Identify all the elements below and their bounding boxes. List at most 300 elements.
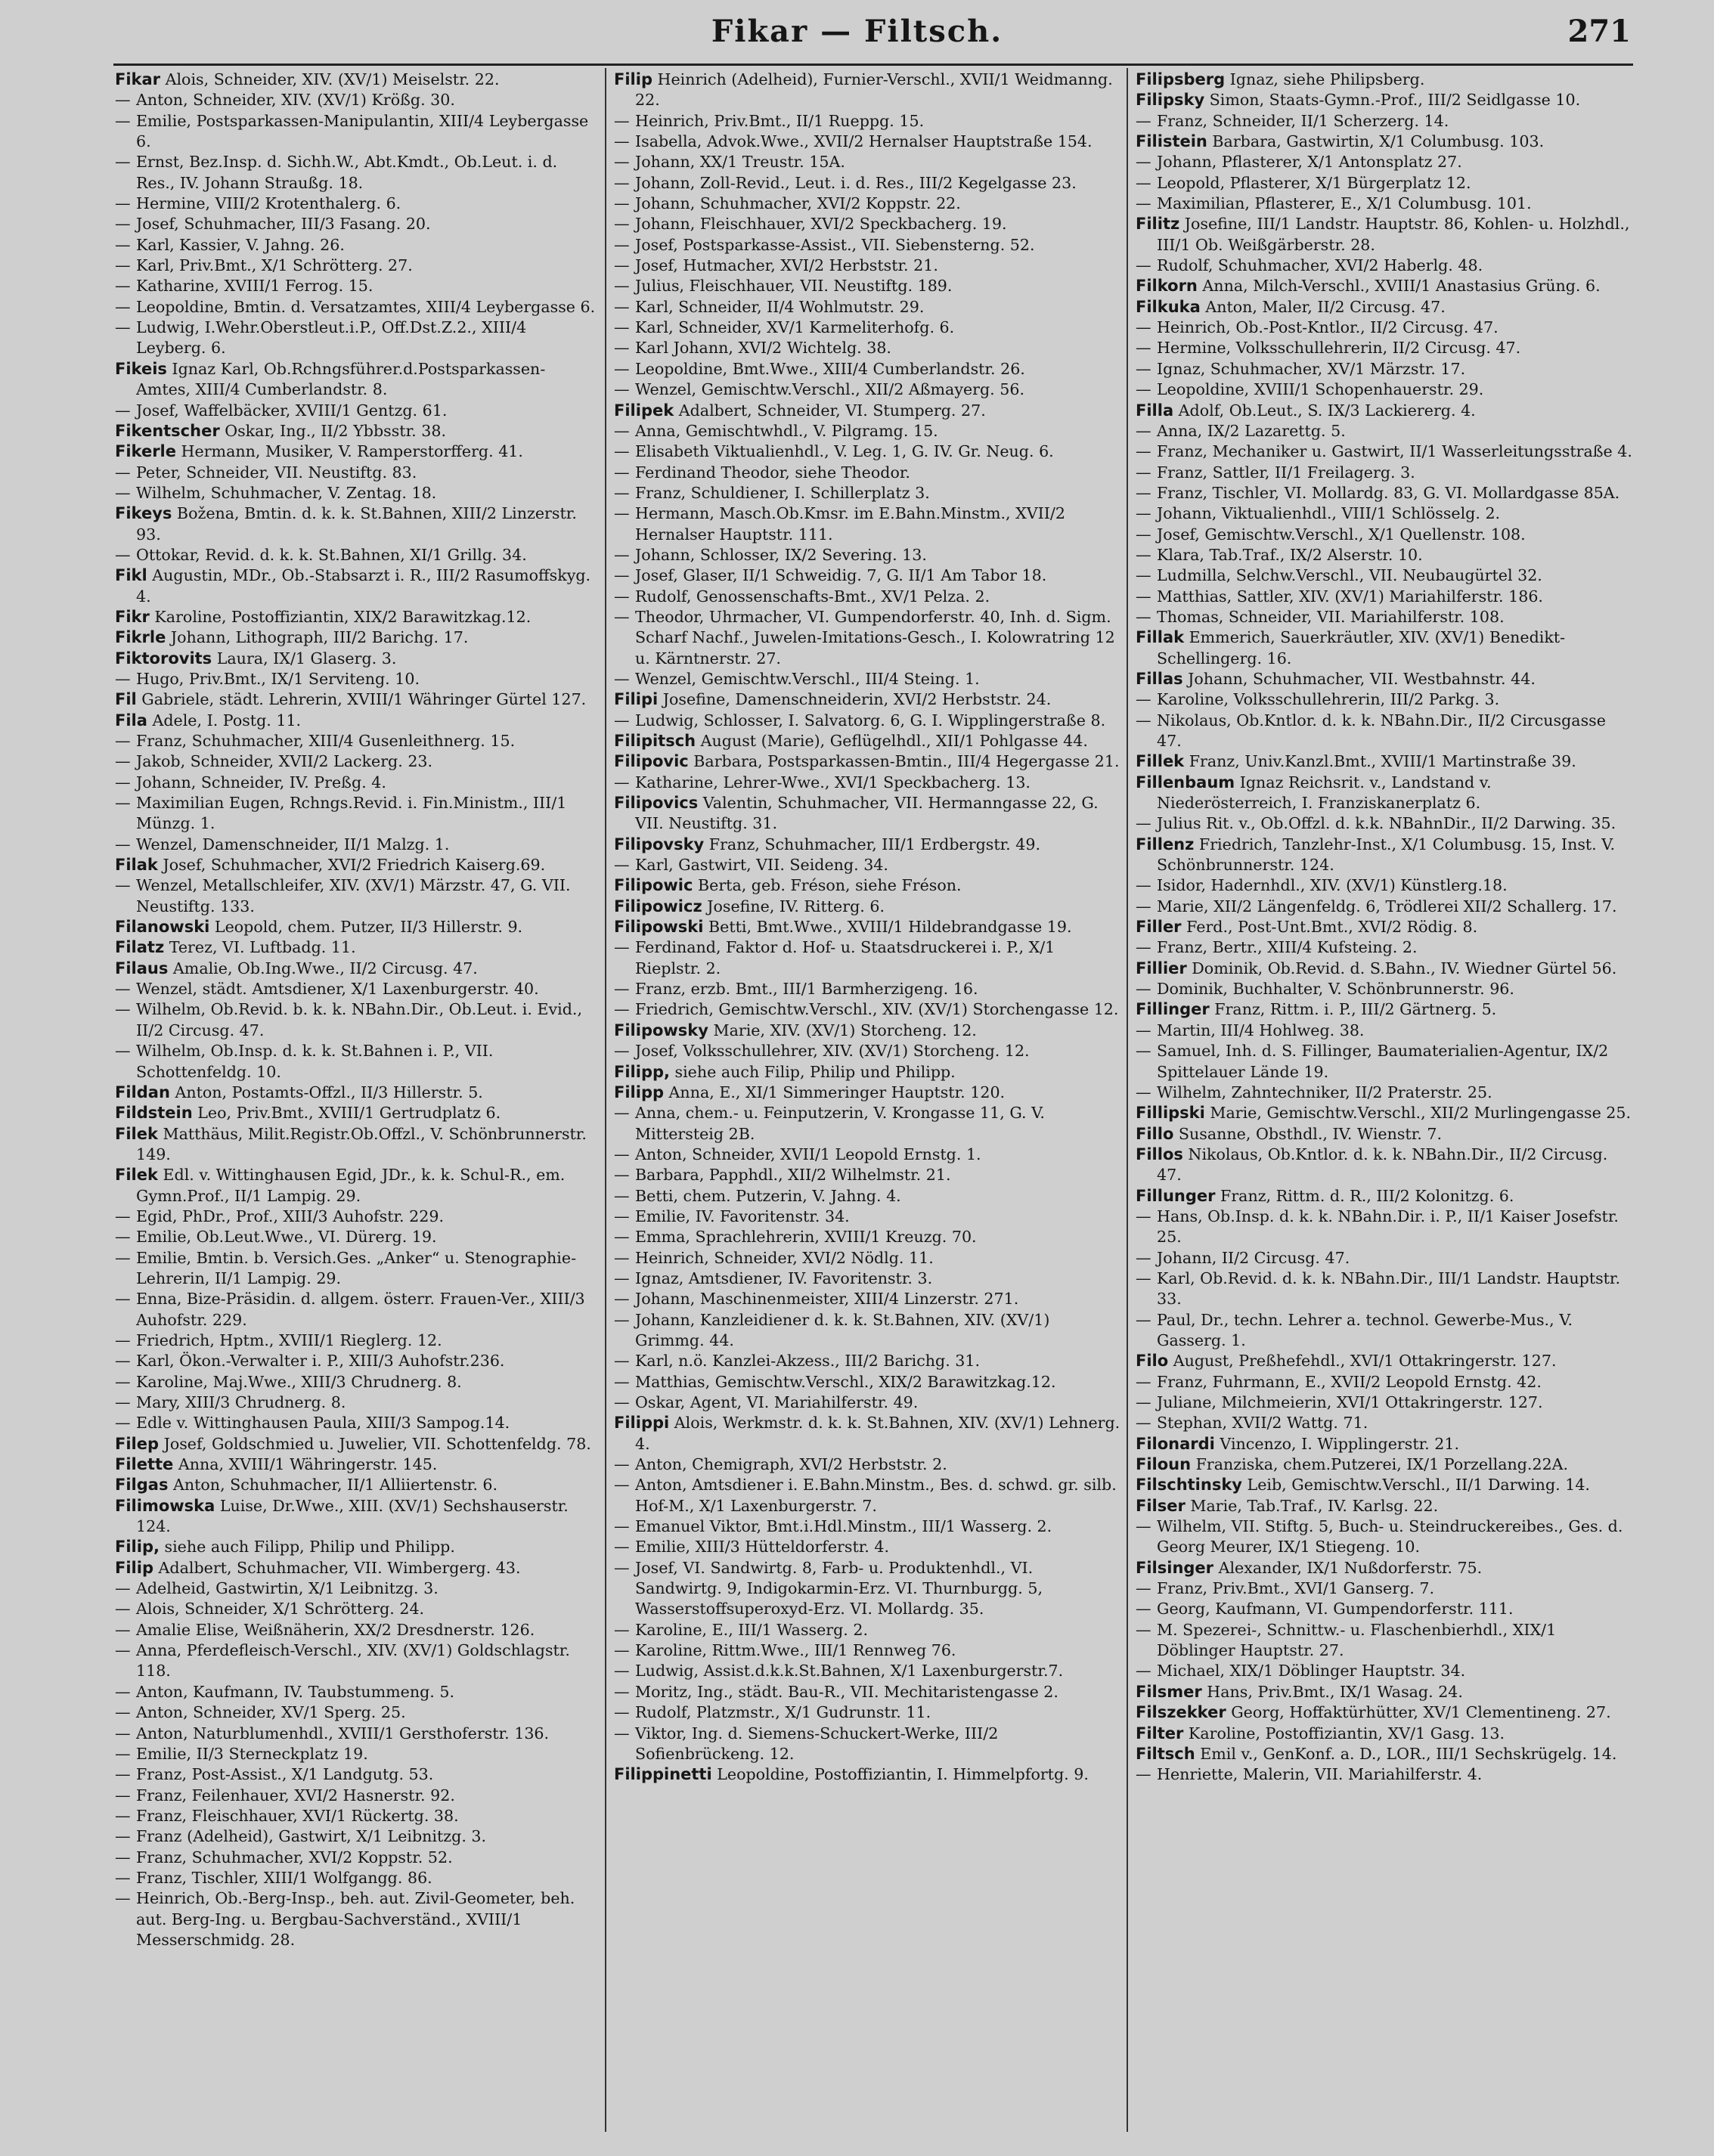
directory-entry	[115, 1454, 599, 1475]
directory-entry	[1136, 1764, 1635, 1785]
entry-surname: Filatz	[115, 938, 165, 957]
entry-text: Amalie, Ob.Ing.Wwe., II/2 Circusg. 47.	[168, 959, 478, 977]
ditto-dash: —	[115, 1372, 131, 1391]
header-rule	[113, 64, 1633, 66]
entry-text: Josef, VI. Sandwirtg. 8, Farb- u. Produktenhdl., VI. Sandwirtg. 9, Indigokarmin-Erz. VI. Thurnburgg. 5, Wasserstoffsuperoxyd-Erz. VI. Mollardg. 35.	[635, 1558, 1043, 1619]
entry-text: Emanuel Viktor, Bmt.i.Hdl.Minstm., III/1 Wasserg. 2.	[635, 1517, 1052, 1536]
entry-text: Franz (Adelheid), Gastwirt, X/1 Leibnitzg. 3.	[136, 1827, 487, 1846]
ditto-dash: —	[115, 111, 131, 130]
directory-entry	[614, 565, 1120, 586]
entry-text: Barbara, Postsparkassen-Bmtin., III/4 Hegergasse 21.	[688, 752, 1120, 771]
entry-surname: Filsinger	[1136, 1558, 1214, 1577]
ditto-dash: —	[614, 380, 630, 399]
entry-text: Oskar, Agent, VI. Mariahilferstr. 49.	[635, 1393, 919, 1411]
directory-entry	[115, 1537, 599, 1557]
directory-entry	[1136, 503, 1635, 524]
entry-text: Hermine, Volksschullehrerin, II/2 Circusg. 47.	[1157, 339, 1521, 358]
entry-text: Wilhelm, VII. Stiftg. 5, Buch- u. Steindruckereibes., Ges. d. Georg Meurer, IX/1 Stiegeng. 10.	[1157, 1517, 1623, 1557]
entry-text: Franz, Bertr., XIII/4 Kufsteing. 2.	[1157, 938, 1418, 957]
entry-text: Leopoldine, Bmtin. d. Versatzamtes, XIII/4 Leybergasse 6.	[136, 297, 596, 316]
directory-entry	[1136, 297, 1635, 318]
ditto-dash: —	[1136, 1042, 1151, 1061]
entry-text: Franz, Univ.Kanzl.Bmt., XVIII/1 Martinstraße 39.	[1184, 752, 1576, 771]
entry-surname: Fillier	[1136, 959, 1187, 977]
directory-entry	[115, 607, 599, 627]
entry-text: Karoline, Postoffiziantin, XV/1 Gasg. 13.	[1183, 1724, 1505, 1742]
entry-text: Franz, Tischler, VI. Mollardg. 83, G. VI. Mollardgasse 85A.	[1157, 483, 1620, 502]
entry-text: Franz, Schuldiener, I. Schillerplatz 3.	[635, 483, 930, 502]
directory-entry	[1136, 813, 1635, 834]
directory-entry	[614, 1269, 1120, 1289]
directory-entry	[614, 1661, 1120, 1681]
entry-surname: Filanowski	[115, 918, 210, 937]
entry-text: Anton, Amtsdiener i. E.Bahn.Minstm., Bes. d. schwd. gr. silb. Hof-M., X/1 Laxenburgerstr. 7.	[635, 1476, 1117, 1515]
entry-text: Anton, Schuhmacher, II/1 Alliiertenstr. 6.	[168, 1476, 498, 1495]
entry-text: Hermann, Musiker, V. Ramperstorfferg. 41.	[176, 442, 523, 461]
directory-entry	[1136, 1475, 1635, 1495]
ditto-dash: —	[1136, 566, 1151, 585]
ditto-dash: —	[614, 1310, 630, 1329]
directory-entry	[1136, 1041, 1635, 1083]
directory-entry	[115, 545, 599, 565]
entry-text: Marie, XII/2 Längenfeldg. 6, Trödlerei XII/2 Schallerg. 17.	[1157, 897, 1617, 915]
ditto-dash: —	[1136, 153, 1151, 172]
entry-text: Anton, Maler, II/2 Circusg. 47.	[1200, 297, 1446, 316]
entry-text: Ignaz Karl, Ob.Rchngsführer.d.Postsparkassen-Amtes, XIII/4 Cumberlandstr. 8.	[136, 359, 546, 399]
entry-text: Karl, Priv.Bmt., X/1 Schrötterg. 27.	[136, 256, 413, 275]
entry-surname: Filsmer	[1136, 1682, 1202, 1701]
directory-entry	[1136, 1186, 1635, 1207]
ditto-dash: —	[115, 318, 131, 337]
entry-text: Franziska, chem.Putzerei, IX/1 Porzellang.22A.	[1191, 1455, 1569, 1474]
directory-entry	[115, 90, 599, 110]
entry-text: Franz, Fuhrmann, E., XVII/2 Leopold Ernstg. 42.	[1157, 1372, 1542, 1391]
entry-text: Luise, Dr.Wwe., XIII. (XV/1) Sechshauserstr. 124.	[136, 1496, 569, 1536]
entry-text: Viktor, Ing. d. Siemens-Schuckert-Werke, III/2 Sofienbrückeng. 12.	[635, 1724, 999, 1763]
entry-text: Alois, Werkmstr. d. k. k. St.Bahnen, XIV. (XV/1) Lehnerg. 4.	[635, 1414, 1120, 1453]
entry-text: Enna, Bize-Präsidin. d. allgem. österr. Frauen-Ver., XIII/3 Auhofstr. 229.	[136, 1290, 585, 1329]
directory-entry	[1136, 256, 1635, 276]
entry-surname: Filipovsky	[614, 835, 705, 853]
entry-text: Matthias, Gemischtw.Verschl., XIX/2 Barawitzkag.12.	[635, 1372, 1056, 1391]
directory-entry	[1136, 1124, 1635, 1145]
ditto-dash: —	[1136, 545, 1151, 564]
entry-text: Heinrich, Ob.-Berg-Insp., beh. aut. Zivil-Geometer, beh. aut. Berg-Ing. u. Bergbau-Sachverständ., XVIII/1 Messerschmidg. 28.	[136, 1889, 575, 1949]
entry-surname: Fikentscher	[115, 421, 220, 440]
ditto-dash: —	[1136, 256, 1151, 275]
ditto-dash: —	[614, 1682, 630, 1701]
entry-text: Franz, Post-Assist., X/1 Landgutg. 53.	[136, 1765, 434, 1784]
entry-surname: Filser	[1136, 1496, 1186, 1515]
entry-text: Franz, Feilenhauer, XVI/2 Hasnerstr. 92.	[136, 1786, 455, 1804]
directory-entry	[614, 979, 1120, 999]
directory-entry	[614, 1764, 1120, 1785]
entry-text: Adalbert, Schneider, VI. Stumperg. 27.	[674, 401, 986, 420]
directory-entry	[614, 1021, 1120, 1041]
directory-entry	[614, 1702, 1120, 1723]
entry-text: Anna, Gemischtwhdl., V. Pilgramg. 15.	[635, 421, 938, 440]
directory-entry	[614, 1516, 1120, 1537]
directory-entry	[1136, 318, 1635, 338]
directory-entry	[115, 214, 599, 234]
directory-entry	[614, 1248, 1120, 1269]
entry-text: Hermine, VIII/2 Krotenthalerg. 6.	[136, 194, 401, 213]
entry-surname: Filo	[1136, 1352, 1169, 1371]
ditto-dash: —	[115, 876, 131, 895]
directory-entry	[115, 1330, 599, 1351]
entry-text: Edl. v. Wittinghausen Egid, JDr., k. k. Schul-R., em. Gymn.Prof., II/1 Lampig. 29.	[136, 1166, 566, 1205]
directory-entry	[614, 1186, 1120, 1207]
entry-text: siehe auch Filipp, Philip und Philipp.	[159, 1538, 455, 1557]
ditto-dash: —	[614, 504, 630, 523]
entry-text: Leopold, chem. Putzer, II/3 Hillerstr. 9.	[209, 918, 523, 937]
directory-entry	[614, 751, 1120, 772]
entry-text: Mary, XIII/3 Chrudnerg. 8.	[136, 1393, 346, 1411]
ditto-dash: —	[614, 1455, 630, 1474]
directory-entry	[614, 607, 1120, 669]
directory-entry	[614, 1351, 1120, 1371]
ditto-dash: —	[614, 132, 630, 151]
entry-text: Johann, Kanzleidiener d. k. k. St.Bahnen, XIV. (XV/1) Grimmg. 44.	[635, 1310, 1050, 1349]
entry-text: Ernst, Bez.Insp. d. Sichh.W., Abt.Kmdt., Ob.Leut. i. d. Res., IV. Johann Straußg. 18.	[136, 153, 558, 192]
ditto-dash: —	[614, 277, 630, 296]
ditto-dash: —	[614, 545, 630, 564]
directory-entry	[614, 773, 1120, 793]
ditto-dash: —	[115, 1786, 131, 1804]
directory-entry	[614, 421, 1120, 441]
entry-surname: Filek	[115, 1124, 158, 1143]
directory-entry	[614, 1103, 1120, 1145]
ditto-dash: —	[115, 297, 131, 316]
entry-text: Adalbert, Schuhmacher, VII. Wimbergerg. 43.	[153, 1558, 521, 1577]
directory-entry	[115, 1083, 599, 1103]
directory-entry	[614, 463, 1120, 483]
entry-text: Johann, Schuhmacher, VII. Westbahnstr. 44.	[1182, 669, 1536, 688]
ditto-dash: —	[614, 587, 630, 606]
entry-text: Ludmilla, Selchw.Verschl., VII. Neubaugürtel 32.	[1157, 566, 1542, 585]
directory-entry	[115, 483, 599, 503]
entry-text: Adele, I. Postg. 11.	[147, 711, 302, 730]
ditto-dash: —	[614, 1352, 630, 1371]
entry-surname: Filimowska	[115, 1496, 215, 1515]
ditto-dash: —	[115, 1806, 131, 1825]
entry-text: Moritz, Ing., städt. Bau-R., VII. Mechitaristengasse 2.	[635, 1682, 1058, 1701]
entry-text: Franz, erzb. Bmt., III/1 Barmherzigeng. 16.	[635, 980, 978, 999]
ditto-dash: —	[614, 1620, 630, 1639]
entry-text: Johann, Viktualienhdl., VIII/1 Schlösselg. 2.	[1157, 504, 1501, 523]
directory-entry	[1136, 835, 1635, 876]
ditto-dash: —	[1136, 504, 1151, 523]
ditto-dash: —	[614, 1558, 630, 1577]
entry-surname: Filep	[115, 1434, 160, 1453]
entry-text: Valentin, Schuhmacher, VII. Hermanngasse 22, G. VII. Neustiftg. 31.	[635, 794, 1099, 833]
directory-entry	[115, 152, 599, 194]
entry-surname: Fiktorovits	[115, 649, 212, 668]
directory-entry	[115, 1434, 599, 1454]
entry-text: Karl, Kassier, V. Jahng. 26.	[136, 235, 345, 254]
directory-entry	[115, 1413, 599, 1433]
entry-text: Anton, Chemigraph, XVI/2 Herbststr. 2.	[635, 1455, 947, 1474]
entry-text: Wenzel, Metallschleifer, XIV. (XV/1) Märzstr. 47, G. VII. Neustiftg. 133.	[136, 876, 571, 915]
ditto-dash: —	[115, 256, 131, 275]
entry-text: Anton, Schneider, XVII/1 Leopold Ernstg. 1.	[635, 1145, 981, 1163]
entry-text: Dominik, Ob.Revid. d. S.Bahn., IV. Wiedner Gürtel 56.	[1186, 959, 1617, 977]
entry-text: Emilie, XIII/3 Hütteldorferstr. 4.	[635, 1538, 890, 1557]
ditto-dash: —	[614, 1042, 630, 1061]
entry-text: Friedrich, Hptm., XVIII/1 Rieglerg. 12.	[136, 1330, 442, 1349]
entry-text: Wenzel, städt. Amtsdiener, X/1 Laxenburgerstr. 40.	[136, 980, 539, 999]
directory-entry	[1136, 359, 1635, 379]
ditto-dash: —	[614, 111, 630, 130]
entry-text: Hans, Priv.Bmt., IX/1 Wasag. 24.	[1201, 1682, 1463, 1701]
entry-text: Johann, Pflasterer, X/1 Antonsplatz 27.	[1157, 153, 1462, 172]
ditto-dash: —	[115, 153, 131, 172]
entry-surname: Filipovic	[614, 752, 689, 771]
entry-text: Ignaz Reichsrit. v., Landstand v. Niederösterreich, I. Franziskanerplatz 6.	[1157, 773, 1492, 813]
directory-entry	[614, 1207, 1120, 1227]
directory-entry	[115, 1041, 599, 1083]
entry-text: Božena, Bmtin. d. k. k. St.Bahnen, XIII/2 Linzerstr. 93.	[136, 504, 577, 544]
entry-text: Josef, Gemischtw.Verschl., X/1 Quellenstr. 108.	[1157, 525, 1526, 544]
entry-text: Emilie, IV. Favoritenstr. 34.	[635, 1207, 850, 1225]
entry-text: Leopoldine, XVIII/1 Schopenhauerstr. 29.	[1157, 380, 1484, 399]
entry-surname: Filschtinsky	[1136, 1476, 1242, 1495]
ditto-dash: —	[115, 1868, 131, 1887]
entry-text: Leib, Gemischtw.Verschl., II/1 Darwing. 14.	[1241, 1476, 1590, 1495]
page-title: Fikar — Filtsch.	[711, 14, 1003, 49]
entry-text: Isidor, Hadernhdl., XIV. (XV/1) Künstlerg.18.	[1157, 876, 1508, 895]
entry-text: Karl Johann, XVI/2 Wichtelg. 38.	[635, 339, 891, 358]
entry-surname: Fillek	[1136, 752, 1185, 771]
entry-text: Johann, XX/1 Treustr. 15A.	[635, 153, 845, 172]
ditto-dash: —	[1136, 938, 1151, 957]
entry-text: Josef, Schuhmacher, III/3 Fasang. 20.	[136, 215, 431, 234]
entry-text: August (Marie), Geflügelhdl., XII/1 Pohlgasse 44.	[696, 732, 1088, 750]
directory-entry	[614, 297, 1120, 318]
entry-text: Emilie, II/3 Sterneckplatz 19.	[136, 1744, 368, 1763]
directory-entry	[1136, 959, 1635, 979]
directory-entry	[614, 835, 1120, 855]
ditto-dash: —	[115, 463, 131, 482]
ditto-dash: —	[115, 1600, 131, 1619]
ditto-dash: —	[1136, 173, 1151, 192]
directory-entry	[115, 855, 599, 875]
entry-text: Friedrich, Tanzlehr-Inst., X/1 Columbusg. 15, Inst. V. Schönbrunnerstr. 124.	[1157, 835, 1616, 875]
directory-entry	[115, 1640, 599, 1682]
entry-surname: Filgas	[115, 1476, 169, 1495]
entry-text: Katharine, XVIII/1 Ferrog. 15.	[136, 277, 373, 296]
entry-text: Anton, Kaufmann, IV. Taubstummeng. 5.	[136, 1682, 455, 1701]
entry-surname: Filip	[614, 70, 652, 88]
directory-entry	[1136, 1083, 1635, 1103]
directory-entry	[1136, 1682, 1635, 1702]
entry-surname: Fillak	[1136, 628, 1185, 647]
ditto-dash: —	[115, 1248, 131, 1267]
directory-entry	[115, 401, 599, 421]
directory-entry	[1136, 937, 1635, 958]
entry-text: Maximilian, Pflasterer, E., X/1 Columbusg. 101.	[1157, 194, 1532, 213]
ditto-dash: —	[115, 1393, 131, 1411]
entry-text: Martin, III/4 Hohlweg. 38.	[1157, 1021, 1365, 1039]
ditto-dash: —	[614, 421, 630, 440]
ditto-dash: —	[614, 1290, 630, 1309]
entry-surname: Filler	[1136, 918, 1182, 937]
entry-text: Anna, Milch-Verschl., XVIII/1 Anastasius Grüng. 6.	[1197, 277, 1601, 296]
ditto-dash: —	[1136, 1269, 1151, 1287]
directory-entry	[614, 173, 1120, 194]
directory-entry	[614, 875, 1120, 896]
directory-entry	[115, 999, 599, 1041]
directory-entry	[115, 1848, 599, 1868]
directory-entry	[614, 1145, 1120, 1165]
directory-entry	[115, 1620, 599, 1640]
entry-surname: Fikeys	[115, 504, 172, 523]
ditto-dash: —	[614, 1703, 630, 1722]
directory-entry	[614, 1475, 1120, 1516]
entry-surname: Filippi	[614, 1414, 670, 1433]
directory-entry	[614, 1724, 1120, 1765]
entry-text: Ignaz, siehe Philipsberg.	[1225, 70, 1425, 88]
entry-text: Josef, Waffelbäcker, XVIII/1 Gentzg. 61.	[136, 401, 448, 420]
directory-entry	[614, 379, 1120, 400]
entry-text: Ludwig, I.Wehr.Oberstleut.i.P., Off.Dst.Z.2., XIII/4 Leyberg. 6.	[136, 318, 527, 358]
ditto-dash: —	[1136, 1662, 1151, 1681]
directory-entry	[115, 1124, 599, 1166]
ditto-dash: —	[115, 215, 131, 234]
directory-entry	[1136, 1207, 1635, 1248]
directory-entry	[115, 1475, 599, 1495]
entry-text: Peter, Schneider, VII. Neustiftg. 83.	[136, 463, 417, 482]
directory-entry	[1136, 379, 1635, 400]
directory-entry	[1136, 689, 1635, 710]
entry-surname: Filipovics	[614, 794, 699, 813]
entry-surname: Filipi	[614, 690, 659, 709]
entry-surname: Filipp,	[614, 1062, 670, 1081]
entry-text: Nikolaus, Ob.Kntlor. d. k. k. NBahn.Dir., II/2 Circusgasse 47.	[1157, 711, 1606, 750]
ditto-dash: —	[614, 442, 630, 461]
directory-entry	[1136, 1496, 1635, 1516]
entry-text: Rudolf, Genossenschafts-Bmt., XV/1 Pelza. 2.	[635, 587, 990, 606]
directory-entry	[1136, 441, 1635, 462]
entry-surname: Fillinger	[1136, 1000, 1210, 1019]
ditto-dash: —	[115, 1703, 131, 1722]
entry-text: Anna, Pferdefleisch-Verschl., XIV. (XV/1) Goldschlagstr. 118.	[136, 1641, 570, 1681]
directory-entry	[115, 1248, 599, 1290]
directory-entry	[614, 214, 1120, 234]
entry-surname: Filek	[115, 1166, 158, 1185]
entry-text: Leo, Priv.Bmt., XVIII/1 Gertrudplatz 6.	[192, 1104, 501, 1123]
entry-text: Ferdinand Theodor, siehe Theodor.	[635, 463, 910, 482]
entry-text: Ferdinand, Faktor d. Hof- u. Staatsdruckerei i. P., X/1 Rieplstr. 2.	[635, 938, 1055, 977]
directory-entry	[115, 235, 599, 256]
directory-entry	[115, 793, 599, 835]
directory-entry	[614, 711, 1120, 731]
directory-entry	[614, 1640, 1120, 1661]
directory-entry	[614, 503, 1120, 545]
directory-entry	[115, 1392, 599, 1413]
entry-text: Josefine, III/1 Landstr. Hauptstr. 86, Kohlen- u. Holzhdl., III/1 Ob. Weißgärberstr. 28.	[1157, 215, 1630, 254]
ditto-dash: —	[1136, 607, 1151, 626]
directory-entry	[614, 917, 1120, 937]
entry-text: Terez, VI. Luftbadg. 11.	[164, 938, 356, 957]
directory-entry	[1136, 483, 1635, 503]
directory-entry	[115, 1724, 599, 1744]
ditto-dash: —	[614, 297, 630, 316]
directory-entry	[1136, 1599, 1635, 1619]
entry-text: Nikolaus, Ob.Kntlor. d. k. k. NBahn.Dir., II/2 Circusg. 47.	[1157, 1145, 1608, 1185]
entry-text: Ignaz, Amtsdiener, IV. Favoritenstr. 3.	[635, 1269, 933, 1287]
entry-text: Leopold, Pflasterer, X/1 Bürgerplatz 12.	[1157, 173, 1471, 192]
ditto-dash: —	[614, 1104, 630, 1123]
entry-surname: Fila	[115, 711, 147, 730]
entry-text: Barbara, Papphdl., XII/2 Wilhelmstr. 21.	[635, 1166, 951, 1185]
entry-text: Anna, chem.- u. Feinputzerin, V. Krongasse 11, G. V. Mittersteig 2B.	[635, 1104, 1045, 1143]
entry-text: Hugo, Priv.Bmt., IX/1 Serviteng. 10.	[136, 669, 420, 688]
ditto-dash: —	[614, 1166, 630, 1185]
directory-entry	[614, 1062, 1120, 1083]
directory-entry	[1136, 545, 1635, 565]
ditto-dash: —	[614, 1145, 630, 1163]
entry-text: Maximilian Eugen, Rchngs.Revid. i. Fin.Ministm., III/1 Münzg. 1.	[136, 794, 567, 833]
directory-entry	[1136, 1145, 1635, 1186]
entry-text: Karl, Schneider, II/4 Wohlmutstr. 29.	[635, 297, 925, 316]
ditto-dash: —	[614, 1393, 630, 1411]
directory-entry	[614, 1289, 1120, 1309]
entry-text: Leopoldine, Postoffiziantin, I. Himmelpfortg. 9.	[711, 1765, 1089, 1784]
entry-text: Leopoldine, Bmt.Wwe., XIII/4 Cumberlandstr. 26.	[635, 359, 1025, 378]
entry-surname: Filipowicz	[614, 897, 702, 915]
directory-entry	[614, 70, 1120, 111]
ditto-dash: —	[614, 1000, 630, 1019]
ditto-dash: —	[1136, 111, 1151, 130]
entry-text: Karoline, E., III/1 Wasserg. 2.	[635, 1620, 869, 1639]
directory-entry	[1136, 1744, 1635, 1764]
column-divider	[605, 68, 606, 2132]
entry-text: Hans, Ob.Insp. d. k. k. NBahn.Dir. i. P., II/1 Kaiser Josefstr. 25.	[1157, 1207, 1619, 1247]
directory-entry	[115, 979, 599, 999]
directory-entry	[614, 1083, 1120, 1103]
entry-surname: Filette	[115, 1455, 174, 1474]
directory-entry	[115, 318, 599, 359]
ditto-dash: —	[115, 1042, 131, 1061]
directory-entry	[614, 793, 1120, 835]
ditto-dash: —	[614, 1724, 630, 1742]
directory-entry	[1136, 1516, 1635, 1558]
entry-text: Susanne, Obsthdl., IV. Wienstr. 7.	[1173, 1124, 1443, 1143]
entry-text: Wenzel, Gemischtw.Verschl., III/4 Steing. 1.	[635, 669, 980, 688]
entry-surname: Filip,	[115, 1538, 160, 1557]
directory-entry	[614, 1041, 1120, 1061]
ditto-dash: —	[1136, 483, 1151, 502]
entry-surname: Filipsky	[1136, 91, 1205, 110]
ditto-dash: —	[614, 1248, 630, 1267]
entry-text: Wilhelm, Zahntechniker, II/2 Praterstr. 25.	[1157, 1083, 1492, 1101]
entry-text: Matthäus, Milit.Registr.Ob.Offzl., V. Schönbrunnerstr. 149.	[136, 1124, 587, 1163]
directory-entry	[115, 1806, 599, 1826]
directory-entry	[115, 1599, 599, 1619]
entry-surname: Fillo	[1136, 1124, 1174, 1143]
directory-entry	[115, 1372, 599, 1392]
entry-text: Johann, Maschinenmeister, XIII/4 Linzerstr. 271.	[635, 1290, 1019, 1309]
ditto-dash: —	[614, 318, 630, 337]
ditto-dash: —	[1136, 380, 1151, 399]
entry-surname: Fikrle	[115, 628, 166, 647]
directory-entry	[1136, 999, 1635, 1020]
ditto-dash: —	[115, 1330, 131, 1349]
entry-surname: Filaus	[115, 959, 169, 977]
ditto-dash: —	[614, 856, 630, 875]
entry-surname: Filipsberg	[1136, 70, 1226, 88]
